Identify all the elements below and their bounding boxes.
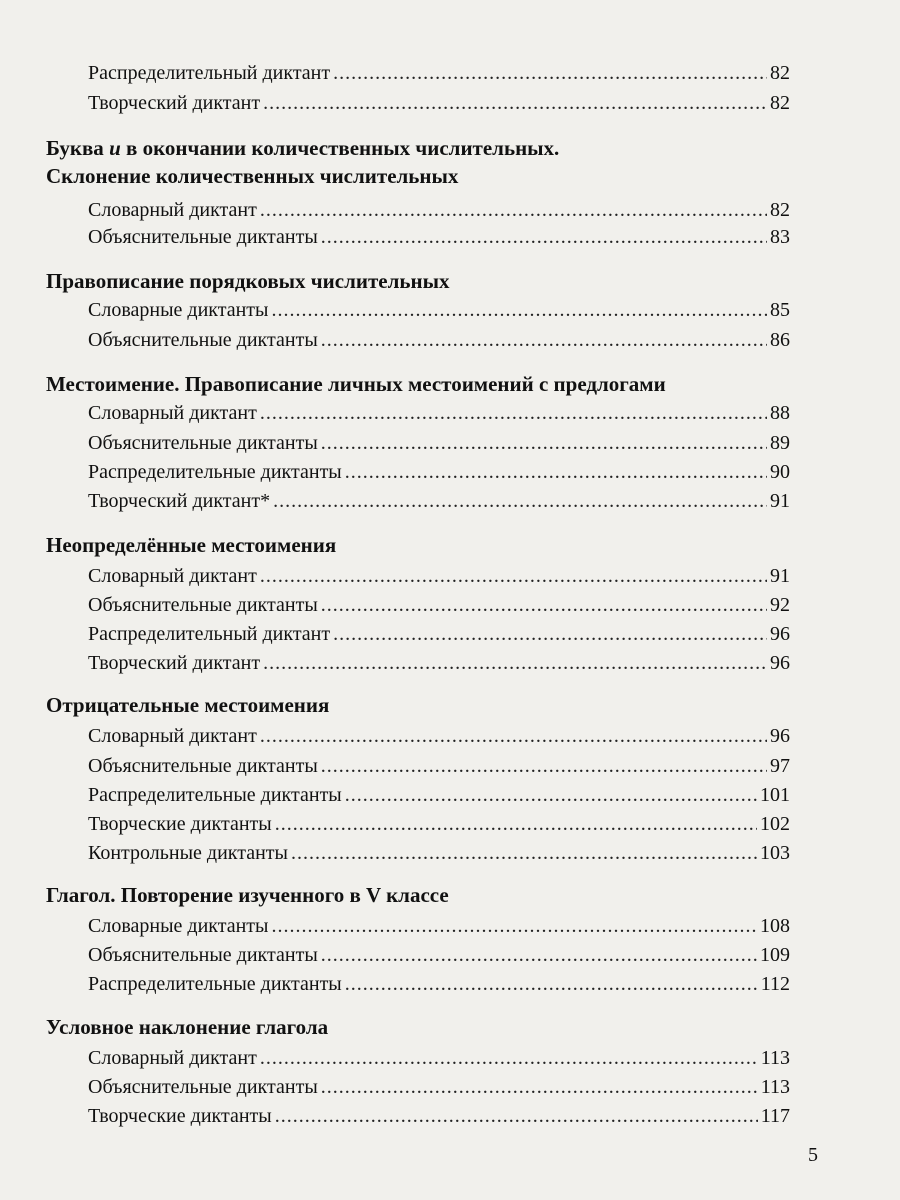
section-heading: Глагол. Повторение изученного в V классе (46, 883, 449, 907)
toc-entry (88, 88, 790, 118)
toc-entry (88, 969, 790, 999)
toc-entry (88, 486, 790, 516)
leader-dots (260, 195, 767, 225)
leader-dots (321, 428, 767, 458)
leader-dots (260, 398, 767, 428)
entry-page: 102 (760, 813, 790, 835)
section-heading: Отрицательные местоимения (46, 693, 330, 717)
leader-dots (333, 58, 767, 88)
toc-entry (88, 751, 790, 781)
entry-label: Распределительные диктанты (88, 784, 342, 806)
entry-page: 113 (760, 1047, 790, 1069)
toc-entry (88, 721, 790, 751)
section-heading: Местоимение. Правописание личных местоимений с предлогами (46, 372, 666, 396)
toc-entry (88, 58, 790, 88)
entry-page: 113 (760, 1076, 790, 1098)
leader-dots (271, 911, 757, 941)
entry-label: Распределительные диктанты (88, 461, 342, 483)
page-number: 5 (808, 1144, 818, 1166)
entry-label: Объяснительные диктанты (88, 226, 318, 248)
toc-entry (88, 222, 790, 252)
entry-label: Словарный диктант (88, 565, 257, 587)
entry-label: Объяснительные диктанты (88, 329, 318, 351)
entry-page: 108 (760, 915, 790, 937)
entry-label: Творческий диктант (88, 92, 261, 114)
entry-page: 96 (770, 725, 790, 747)
toc-entry (88, 780, 790, 810)
toc-entry (88, 428, 790, 458)
section-heading: Склонение количественных числительных (46, 164, 459, 188)
leader-dots (273, 486, 767, 516)
leader-dots (321, 325, 767, 355)
entry-page: 91 (770, 490, 790, 512)
toc-entry (88, 325, 790, 355)
leader-dots (260, 561, 767, 591)
entry-page: 82 (770, 92, 790, 114)
leader-dots (321, 751, 767, 781)
entry-label: Контрольные диктанты (88, 842, 288, 864)
leader-dots (263, 88, 767, 118)
leader-dots (263, 648, 767, 678)
toc-entry (88, 457, 790, 487)
toc-entry (88, 911, 790, 941)
entry-page: 92 (770, 594, 790, 616)
leader-dots (321, 1072, 758, 1102)
entry-page: 103 (760, 842, 790, 864)
entry-page: 88 (770, 402, 790, 424)
leader-dots (260, 721, 767, 751)
entry-label: Объяснительные диктанты (88, 755, 318, 777)
toc-entry (88, 648, 790, 678)
entry-label: Объяснительные диктанты (88, 944, 318, 966)
section-heading: Условное наклонение глагола (46, 1015, 329, 1039)
leader-dots (291, 838, 757, 868)
entry-label: Творческий диктант* (88, 490, 271, 512)
leader-dots (260, 1043, 758, 1073)
leader-dots (345, 457, 767, 487)
heading-text: Буква (46, 136, 110, 160)
entry-label: Словарный диктант (88, 1047, 257, 1069)
entry-label: Распределительные диктанты (88, 973, 342, 995)
section-heading: Неопределённые местоимения (46, 533, 337, 557)
heading-text: в окончании количественных числительных. (120, 136, 560, 160)
leader-dots (275, 1101, 758, 1131)
entry-page: 117 (760, 1105, 790, 1127)
entry-page: 112 (760, 973, 790, 995)
toc-entry (88, 1072, 790, 1102)
entry-page: 85 (770, 299, 790, 321)
entry-label: Объяснительные диктанты (88, 594, 318, 616)
section-heading: Правописание порядковых числительных (46, 269, 450, 293)
entry-page: 97 (770, 755, 790, 777)
entry-page: 109 (760, 944, 790, 966)
entry-page: 82 (770, 62, 790, 84)
leader-dots (275, 809, 757, 839)
leader-dots (321, 590, 767, 620)
toc-entry (88, 398, 790, 428)
entry-page: 91 (770, 565, 790, 587)
entry-page: 83 (770, 226, 790, 248)
heading-emphasis: и (109, 136, 121, 160)
entry-page: 86 (770, 329, 790, 351)
toc-entry (88, 195, 790, 225)
toc-entry (88, 940, 790, 970)
leader-dots (271, 295, 767, 325)
entry-label: Словарные диктанты (88, 915, 269, 937)
toc-entry (88, 561, 790, 591)
entry-label: Творческие диктанты (88, 1105, 272, 1127)
leader-dots (333, 619, 767, 649)
toc-entry (88, 619, 790, 649)
entry-page: 101 (760, 784, 790, 806)
entry-label: Распределительный диктант (88, 623, 331, 645)
leader-dots (345, 780, 757, 810)
entry-label: Творческие диктанты (88, 813, 272, 835)
entry-label: Словарный диктант (88, 725, 257, 747)
entry-page: 96 (770, 623, 790, 645)
toc-entry (88, 809, 790, 839)
toc-entry (88, 295, 790, 325)
entry-label: Словарный диктант (88, 199, 257, 221)
toc-entry (88, 590, 790, 620)
entry-label: Словарные диктанты (88, 299, 269, 321)
entry-page: 96 (770, 652, 790, 674)
toc-entry (88, 1043, 790, 1073)
entry-label: Словарный диктант (88, 402, 257, 424)
section-heading (46, 133, 826, 163)
leader-dots (321, 940, 757, 970)
entry-label: Распределительный диктант (88, 62, 331, 84)
entry-page: 89 (770, 432, 790, 454)
entry-page: 90 (770, 461, 790, 483)
toc-entry (88, 838, 790, 868)
leader-dots (321, 222, 767, 252)
entry-label: Объяснительные диктанты (88, 1076, 318, 1098)
toc-entry (88, 1101, 790, 1131)
entry-label: Объяснительные диктанты (88, 432, 318, 454)
entry-label: Творческий диктант (88, 652, 261, 674)
leader-dots (345, 969, 758, 999)
entry-page: 82 (770, 199, 790, 221)
